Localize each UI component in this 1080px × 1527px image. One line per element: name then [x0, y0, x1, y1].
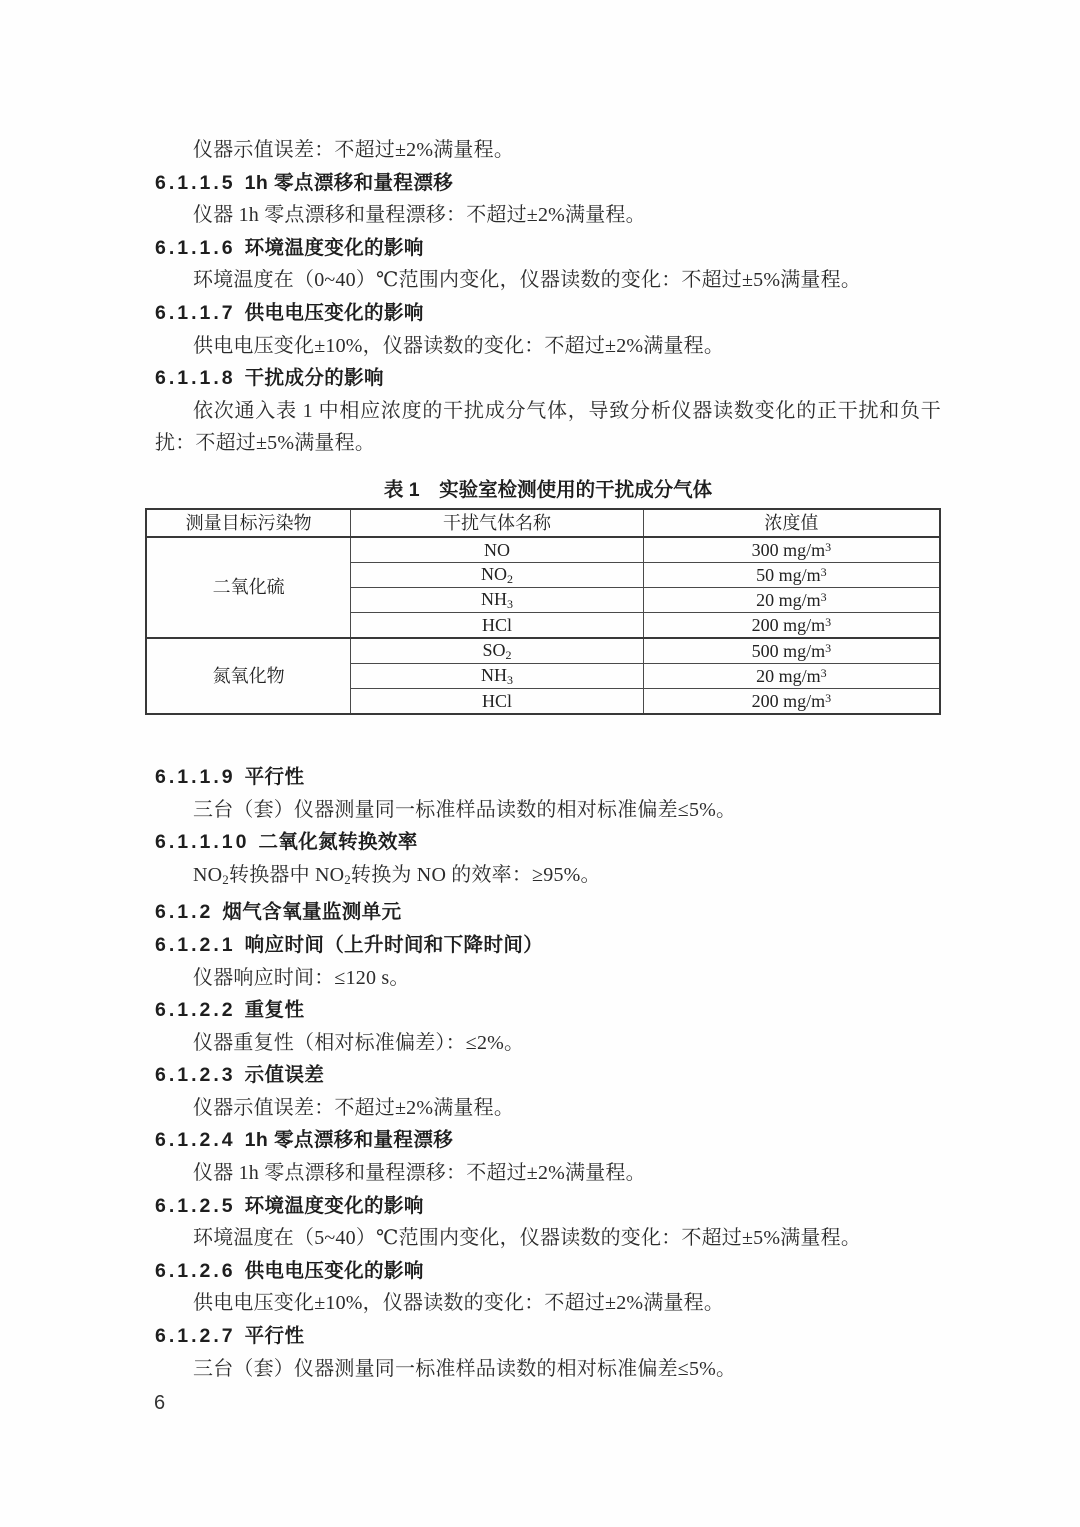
concentration-value: 20 mg/m [756, 589, 821, 610]
concentration-exponent: 3 [820, 589, 827, 604]
concentration-cell [643, 638, 940, 664]
concentration-value: 20 mg/m [756, 665, 821, 686]
section-title: 烟气含氧量监测单元 [222, 901, 402, 924]
gas-formula: SO [482, 639, 506, 660]
section-title: 1h 零点漂移和量程漂移 [244, 1129, 454, 1152]
concentration-exponent: 3 [825, 640, 832, 655]
section-title: 平行性 [244, 1325, 305, 1348]
gas-name-cell [351, 587, 644, 612]
text-run: 仪器重复性（相对标准偏差）：≤2%。 [193, 1031, 525, 1054]
section-number: 6.1.1.8 [155, 367, 236, 390]
section-number: 6.1.1.7 [155, 301, 236, 324]
gas-formula: NH [481, 664, 508, 685]
section-heading [155, 896, 941, 929]
page-content [155, 134, 941, 1385]
concentration-cell [643, 688, 940, 714]
paragraph [155, 1353, 941, 1386]
section-heading [155, 1059, 941, 1092]
gas-formula: HCl [482, 690, 513, 711]
section-title: 重复性 [244, 999, 305, 1022]
pollutant-cell: 二氧化硫 [146, 537, 351, 638]
gas-formula: NO [484, 539, 511, 560]
concentration-exponent: 3 [825, 690, 832, 705]
text-run: 仪器示值误差：不超过±2%满量程。 [193, 139, 515, 161]
gas-formula-subscript: 2 [507, 571, 514, 586]
text-run: 环境温度在（5~40）℃范围内变化，仪器读数的变化：不超过±5%满量程。 [193, 1227, 862, 1250]
section-heading [155, 929, 941, 962]
table-body [146, 537, 940, 714]
table-caption: 表 1 实验室检测使用的干扰成分气体 [383, 478, 713, 501]
section-heading [155, 1190, 941, 1223]
paragraph [155, 1287, 941, 1320]
section-number: 6.1.2.5 [155, 1194, 236, 1217]
gas-name-cell [351, 638, 644, 664]
gas-formula-subscript: 3 [507, 596, 514, 611]
table-header-row [146, 509, 940, 537]
section-number: 6.1.2.2 [155, 999, 236, 1022]
text-run: 仪器响应时间：≤120 s。 [193, 966, 410, 989]
section-number: 6.1.2.4 [155, 1129, 236, 1152]
interference-gas-table [145, 508, 941, 715]
concentration-exponent: 3 [825, 614, 832, 629]
section-number: 6.1.2.3 [155, 1064, 236, 1087]
concentration-exponent: 3 [825, 539, 832, 554]
concentration-exponent: 3 [820, 564, 827, 579]
section-number: 6.1.1.10 [155, 831, 250, 854]
concentration-cell [643, 612, 940, 638]
section-title: 供电电压变化的影响 [244, 301, 424, 324]
section-number: 6.1.1.9 [155, 765, 236, 788]
section-heading [155, 362, 941, 395]
table-header [146, 509, 940, 537]
section-heading [155, 761, 941, 794]
text-run: 仪器 1h 零点漂移和量程漂移：不超过±2%满量程。 [193, 1162, 646, 1185]
section-number: 6.1.2.7 [155, 1325, 236, 1348]
text-run: 转换器中 NO [229, 863, 345, 886]
pollutant-cell: 氮氧化物 [146, 638, 351, 714]
concentration-value: 200 mg/m [751, 614, 826, 635]
text-run: 三台（套）仪器测量同一标准样品读数的相对标准偏差≤5%。 [193, 798, 737, 821]
concentration-value: 500 mg/m [751, 640, 826, 661]
section-title: 环境温度变化的影响 [244, 236, 424, 259]
section-heading [155, 297, 941, 330]
text-run: 供电电压变化±10%，仪器读数的变化：不超过±2%满量程。 [193, 334, 725, 357]
text-run: 仪器示值误差：不超过±2%满量程。 [193, 1096, 515, 1119]
text-run: 转换为 NO 的效率：≥95%。 [351, 863, 601, 886]
table-row [146, 638, 940, 664]
text-run: 三台（套）仪器测量同一标准样品读数的相对标准偏差≤5%。 [193, 1357, 737, 1380]
section-title: 供电电压变化的影响 [244, 1259, 424, 1282]
section-heading [155, 826, 941, 859]
table-row [146, 537, 940, 563]
gas-formula-subscript: 3 [507, 672, 514, 687]
section-heading [155, 1255, 941, 1288]
paragraph [155, 1027, 941, 1060]
table-header-cell: 浓度值 [643, 509, 940, 537]
section-number: 6.1.1.5 [155, 171, 236, 194]
concentration-cell [643, 562, 940, 587]
paragraph [155, 199, 941, 232]
table-header-cell: 干扰气体名称 [351, 509, 644, 537]
section-title: 1h 零点漂移和量程漂移 [244, 171, 454, 194]
paragraph [155, 962, 941, 995]
concentration-value: 200 mg/m [751, 690, 826, 711]
text-run: 供电电压变化±10%，仪器读数的变化：不超过±2%满量程。 [193, 1292, 725, 1315]
table-header-cell: 测量目标污染物 [146, 509, 351, 537]
text-run: NO [193, 863, 223, 886]
section-heading [155, 1320, 941, 1353]
paragraph [155, 1092, 941, 1125]
concentration-cell [643, 537, 940, 563]
section-title: 环境温度变化的影响 [244, 1194, 424, 1217]
section-title: 二氧化氮转换效率 [258, 831, 418, 854]
section-heading [155, 167, 941, 200]
concentration-value: 50 mg/m [756, 564, 821, 585]
text-run: 仪器 1h 零点漂移和量程漂移：不超过±2%满量程。 [193, 204, 646, 227]
text-run: 2 [222, 871, 229, 887]
gas-name-cell [351, 537, 644, 563]
text-run: 2 [344, 871, 351, 887]
gas-formula: NH [481, 588, 508, 609]
concentration-cell [643, 663, 940, 688]
text-run: 依次通入表 1 中相应浓度的干扰成分气体，导致分析仪器读数变化的正干扰和负干扰：不超过±5%满量程。 [155, 399, 941, 455]
section-number: 6.1.2.6 [155, 1259, 236, 1282]
paragraph [155, 330, 941, 363]
gas-name-cell [351, 562, 644, 587]
paragraph [155, 264, 941, 297]
page-number: 6 [154, 1392, 166, 1414]
paragraph [155, 794, 941, 827]
section-number: 6.1.2.1 [155, 933, 236, 956]
gas-formula: HCl [482, 614, 513, 635]
concentration-exponent: 3 [820, 665, 827, 680]
gas-name-cell [351, 688, 644, 714]
gas-name-cell [351, 663, 644, 688]
concentration-value: 300 mg/m [751, 539, 826, 560]
text-run: 环境温度在（0~40）℃范围内变化，仪器读数的变化：不超过±5%满量程。 [193, 269, 862, 292]
paragraph [155, 1222, 941, 1255]
section-title: 示值误差 [244, 1064, 325, 1087]
section-number: 6.1.1.6 [155, 236, 236, 259]
section-title: 平行性 [244, 765, 305, 788]
section-heading [155, 232, 941, 265]
section-title: 响应时间（上升时间和下降时间） [244, 933, 544, 956]
gas-formula: NO [481, 563, 508, 584]
paragraph [155, 395, 941, 460]
section-heading [155, 1124, 941, 1157]
concentration-cell [643, 587, 940, 612]
gas-formula-subscript: 2 [505, 647, 512, 662]
section-number: 6.1.2 [155, 901, 214, 924]
section-heading [155, 994, 941, 1027]
gas-name-cell [351, 612, 644, 638]
section-title: 干扰成分的影响 [244, 367, 384, 390]
paragraph [155, 1157, 941, 1190]
paragraph [155, 134, 941, 167]
paragraph [155, 859, 941, 897]
